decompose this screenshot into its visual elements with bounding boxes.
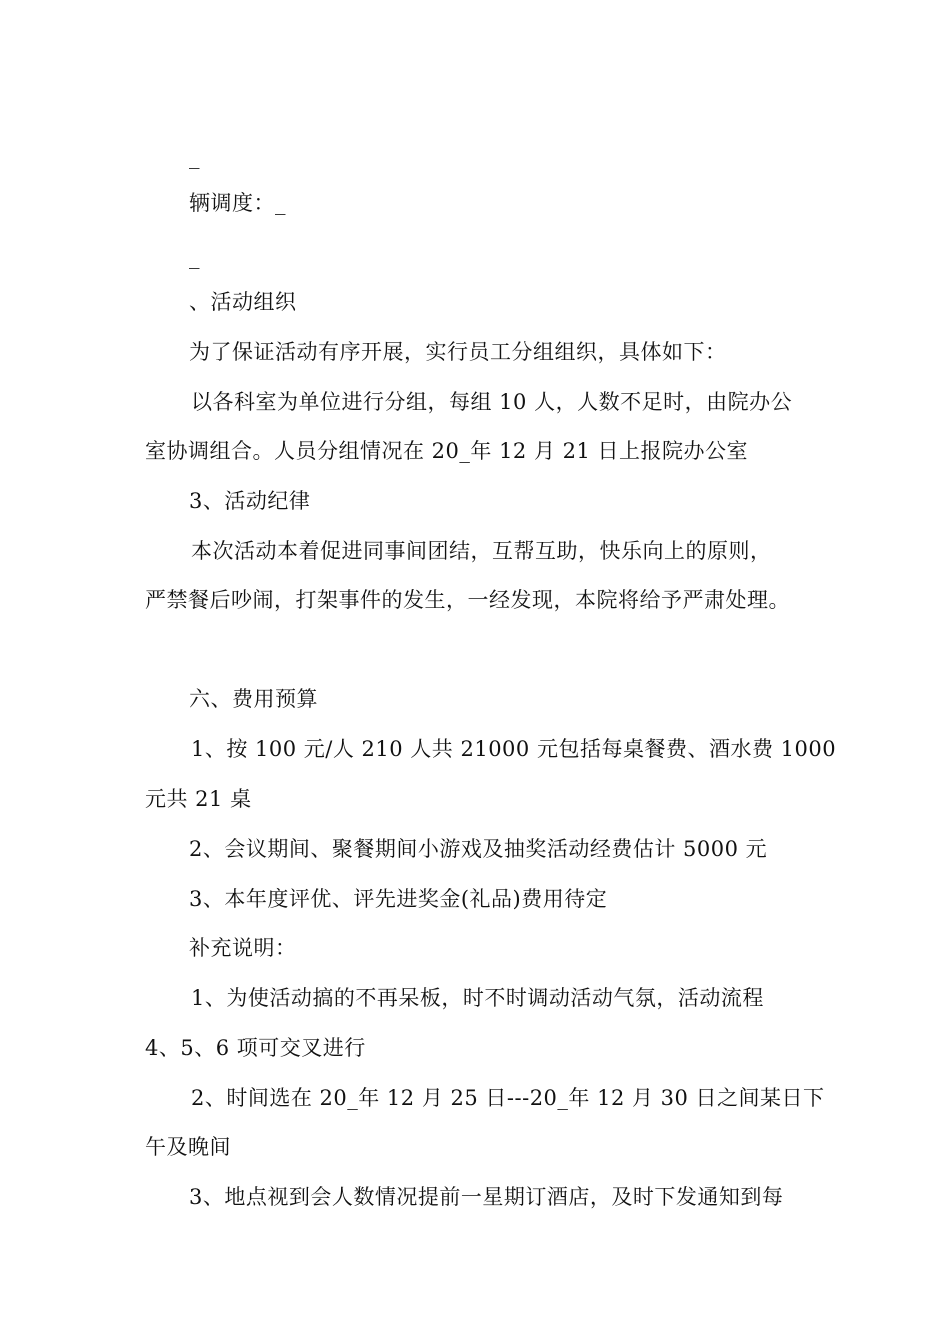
section-heading-activity-discipline: 3、活动纪律 xyxy=(189,489,311,513)
section-heading-activity-organization: 、活动组织 xyxy=(189,290,297,314)
note-1-line-1: 1、为使活动搞的不再呆板，时不时调动活动气氛，活动流程 xyxy=(191,986,764,1010)
budget-item-3: 3、本年度评优、评先进奖金(礼品)费用待定 xyxy=(189,887,608,911)
paragraph-organization-intro: 为了保证活动有序开展，实行员工分组组织，具体如下： xyxy=(189,340,727,364)
paragraph-grouping-line-1: 以各科室为单位进行分组，每组 10 人，人数不足时，由院办公 xyxy=(191,390,793,414)
budget-item-1-line-1: 1、按 100 元/人 210 人共 21000 元包括每桌餐费、酒水费 1000 xyxy=(191,737,837,761)
budget-item-1-line-2: 元共 21 桌 xyxy=(145,787,252,811)
paragraph-discipline-line-2: 严禁餐后吵闹，打架事件的发生，一经发现，本院将给予严肃处理。 xyxy=(145,588,790,612)
budget-item-2: 2、会议期间、聚餐期间小游戏及抽奖活动经费估计 5000 元 xyxy=(189,837,768,861)
vehicle-dispatch-line: 辆调度：_ xyxy=(189,191,286,215)
blank-underscore-1: _ xyxy=(189,145,200,169)
section-heading-budget: 六、费用预算 xyxy=(189,687,318,711)
section-heading-supplementary-notes: 补充说明： xyxy=(189,936,297,960)
note-2-line-2: 午及晚间 xyxy=(145,1135,231,1159)
paragraph-discipline-line-1: 本次活动本着促进同事间团结，互帮互助，快乐向上的原则， xyxy=(191,539,772,563)
note-2-line-1: 2、时间选在 20_年 12 月 25 日---20_年 12 月 30 日之间某日下 xyxy=(191,1086,825,1110)
note-3-line-1: 3、地点视到会人数情况提前一星期订酒店，及时下发通知到每 xyxy=(189,1185,784,1209)
note-1-line-2: 4、5、6 项可交叉进行 xyxy=(145,1036,366,1060)
blank-underscore-2: _ xyxy=(189,245,200,269)
paragraph-grouping-line-2: 室协调组合。人员分组情况在 20_年 12 月 21 日上报院办公室 xyxy=(145,439,749,463)
